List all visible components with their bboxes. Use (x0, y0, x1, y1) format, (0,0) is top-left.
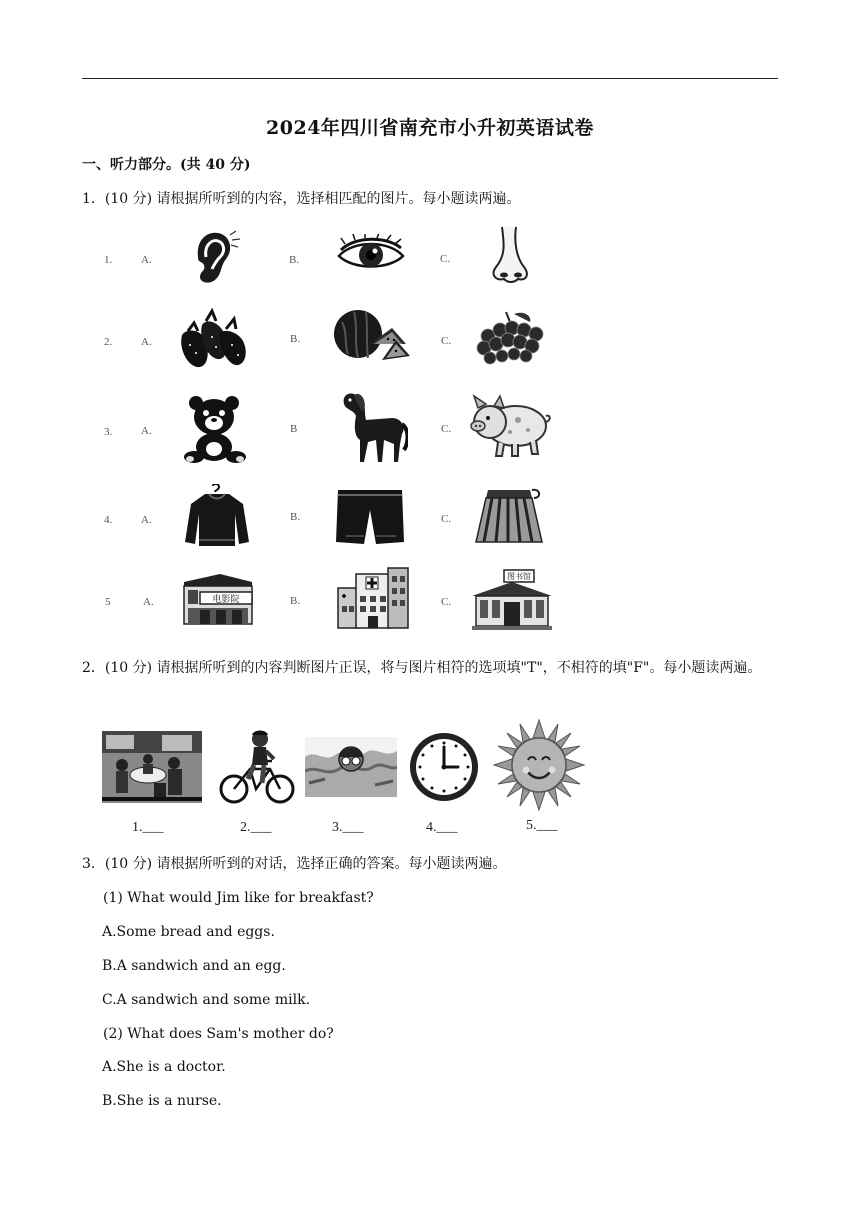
answer-blank-1[interactable]: 1.___ (132, 820, 164, 835)
nose-icon (484, 225, 536, 285)
grapes-icon (476, 310, 546, 366)
page-title: 2024年四川省南充市小升初英语试卷 (266, 117, 594, 139)
option-a-label: A. (141, 336, 152, 348)
option-a[interactable]: A.She is a doctor. (102, 1059, 226, 1075)
option-c-label: C. (440, 253, 451, 265)
option-c[interactable]: C.A sandwich and some milk. (102, 992, 311, 1008)
sub-question-1: (1) What would Jim like for breakfast? (103, 890, 374, 906)
row-number: 4. (104, 514, 113, 526)
header-rule (82, 78, 778, 79)
option-a[interactable]: A.Some bread and eggs. (102, 924, 275, 940)
family-picnic-icon (102, 731, 202, 803)
hospital-icon (336, 566, 412, 632)
sun-icon (492, 718, 586, 812)
library-icon (470, 568, 554, 630)
row-number: 2. (104, 336, 113, 348)
option-a-label: A. (143, 596, 154, 608)
horse-icon (336, 390, 408, 466)
pig-icon (468, 392, 552, 460)
skirt-icon (474, 486, 544, 546)
cinema-icon (180, 572, 256, 626)
option-a-label: A. (141, 514, 152, 526)
option-c-label: C. (441, 335, 452, 347)
row-number: 1. (104, 254, 113, 266)
svg-text:电影院: 电影院 (212, 595, 240, 605)
svg-text:图书馆: 图书馆 (507, 572, 531, 581)
answer-blank-5[interactable]: 5.___ (526, 818, 558, 833)
section-heading: 一、听力部分。(共 40 分) (82, 157, 251, 173)
option-a-label: A. (141, 425, 152, 437)
answer-blank-3[interactable]: 3.___ (332, 820, 364, 835)
option-b[interactable]: B.She is a nurse. (102, 1093, 222, 1109)
question-2-stem: 2．(10 分) 请根据所听到的内容判断图片正误，将与图片相符的选项填"T"，不相符的填"F"。每小题读两遍。 (82, 660, 762, 676)
boy-swimming-icon (305, 737, 397, 797)
option-b-label: B. (290, 595, 301, 607)
answer-blank-4[interactable]: 4.___ (426, 820, 458, 835)
option-c-label: C. (441, 423, 452, 435)
watermelon-icon (330, 304, 412, 364)
question-3-stem: 3．(10 分) 请根据所听到的对话，选择正确的答案。每小题读两遍。 (82, 856, 507, 872)
shorts-icon (334, 486, 406, 546)
ear-icon (186, 227, 242, 287)
clock-icon (408, 731, 480, 803)
option-c-label: C. (441, 513, 452, 525)
option-b-label: B. (290, 333, 301, 345)
eye-icon (335, 234, 407, 278)
row-number: 5 (105, 596, 111, 608)
option-a-label: A. (141, 254, 152, 266)
option-b-label: B. (289, 254, 300, 266)
bear-icon (182, 393, 250, 465)
row-number: 3. (104, 426, 113, 438)
option-b-label: B (290, 423, 298, 435)
sweater-icon (183, 484, 251, 550)
sub-question-2: (2) What does Sam's mother do? (103, 1026, 334, 1042)
option-b[interactable]: B.A sandwich and an egg. (102, 958, 286, 974)
option-b-label: B. (290, 511, 301, 523)
strawberries-icon (176, 305, 252, 373)
question-1-stem: 1．(10 分) 请根据所听到的内容，选择相匹配的图片。每小题读两遍。 (82, 191, 521, 207)
option-c-label: C. (441, 596, 452, 608)
boy-bicycle-icon (218, 729, 296, 805)
answer-blank-2[interactable]: 2.___ (240, 820, 272, 835)
